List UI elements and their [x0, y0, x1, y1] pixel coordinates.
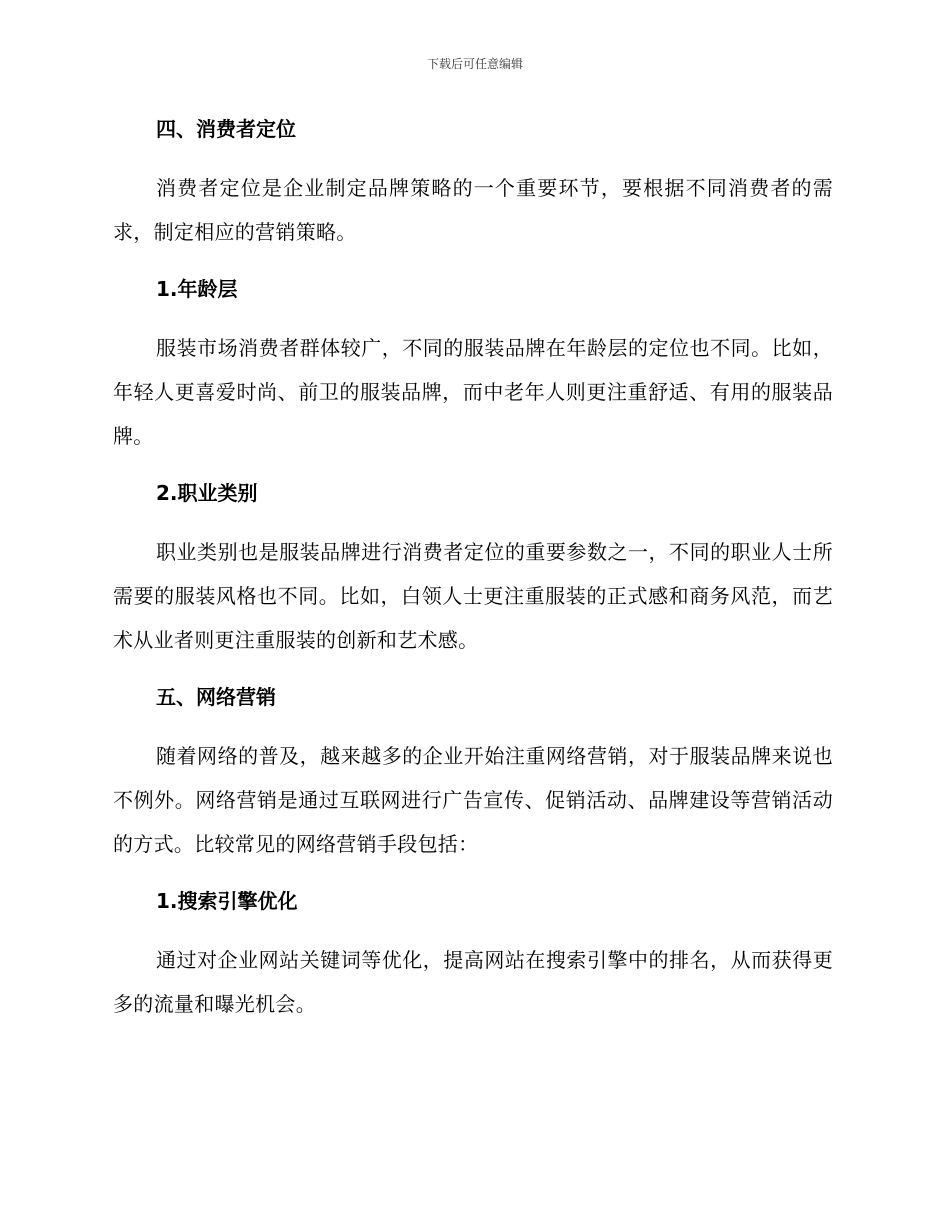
subheading-seo: 1.搜索引擎优化	[156, 889, 298, 913]
document-body	[113, 108, 833, 1040]
paragraph-occupation: 职业类别也是服装品牌进行消费者定位的重要参数之一，不同的职业人士所需要的服装风格也不同。比如，白领人士更注重服装的正式感和商务风范，而艺术从业者则更注重服装的创新和艺术感。	[113, 540, 833, 652]
paragraph-seo: 通过对企业网站关键词等优化，提高网站在搜索引擎中的排名，从而获得更多的流量和曝光机会。	[113, 948, 833, 1016]
paragraph-online-marketing-intro: 随着网络的普及，越来越多的企业开始注重网络营销，对于服装品牌来说也不例外。网络营销是通过互联网进行广告宣传、促销活动、品牌建设等营销活动的方式。比较常见的网络营销手段包括：	[113, 744, 833, 856]
header-note: 下载后可任意编辑	[426, 57, 523, 71]
section-heading-online-marketing: 五、网络营销	[156, 685, 276, 709]
subheading-age-group: 1.年龄层	[156, 277, 238, 301]
subheading-occupation: 2.职业类别	[156, 481, 258, 505]
paragraph-age-group: 服装市场消费者群体较广，不同的服装品牌在年龄层的定位也不同。比如，年轻人更喜爱时尚、前卫的服装品牌，而中老年人则更注重舒适、有用的服装品牌。	[113, 336, 833, 448]
section-heading-consumer-positioning: 四、消费者定位	[156, 117, 296, 141]
paragraph-consumer-positioning-intro: 消费者定位是企业制定品牌策略的一个重要环节，要根据不同消费者的需求，制定相应的营销策略。	[113, 176, 833, 244]
